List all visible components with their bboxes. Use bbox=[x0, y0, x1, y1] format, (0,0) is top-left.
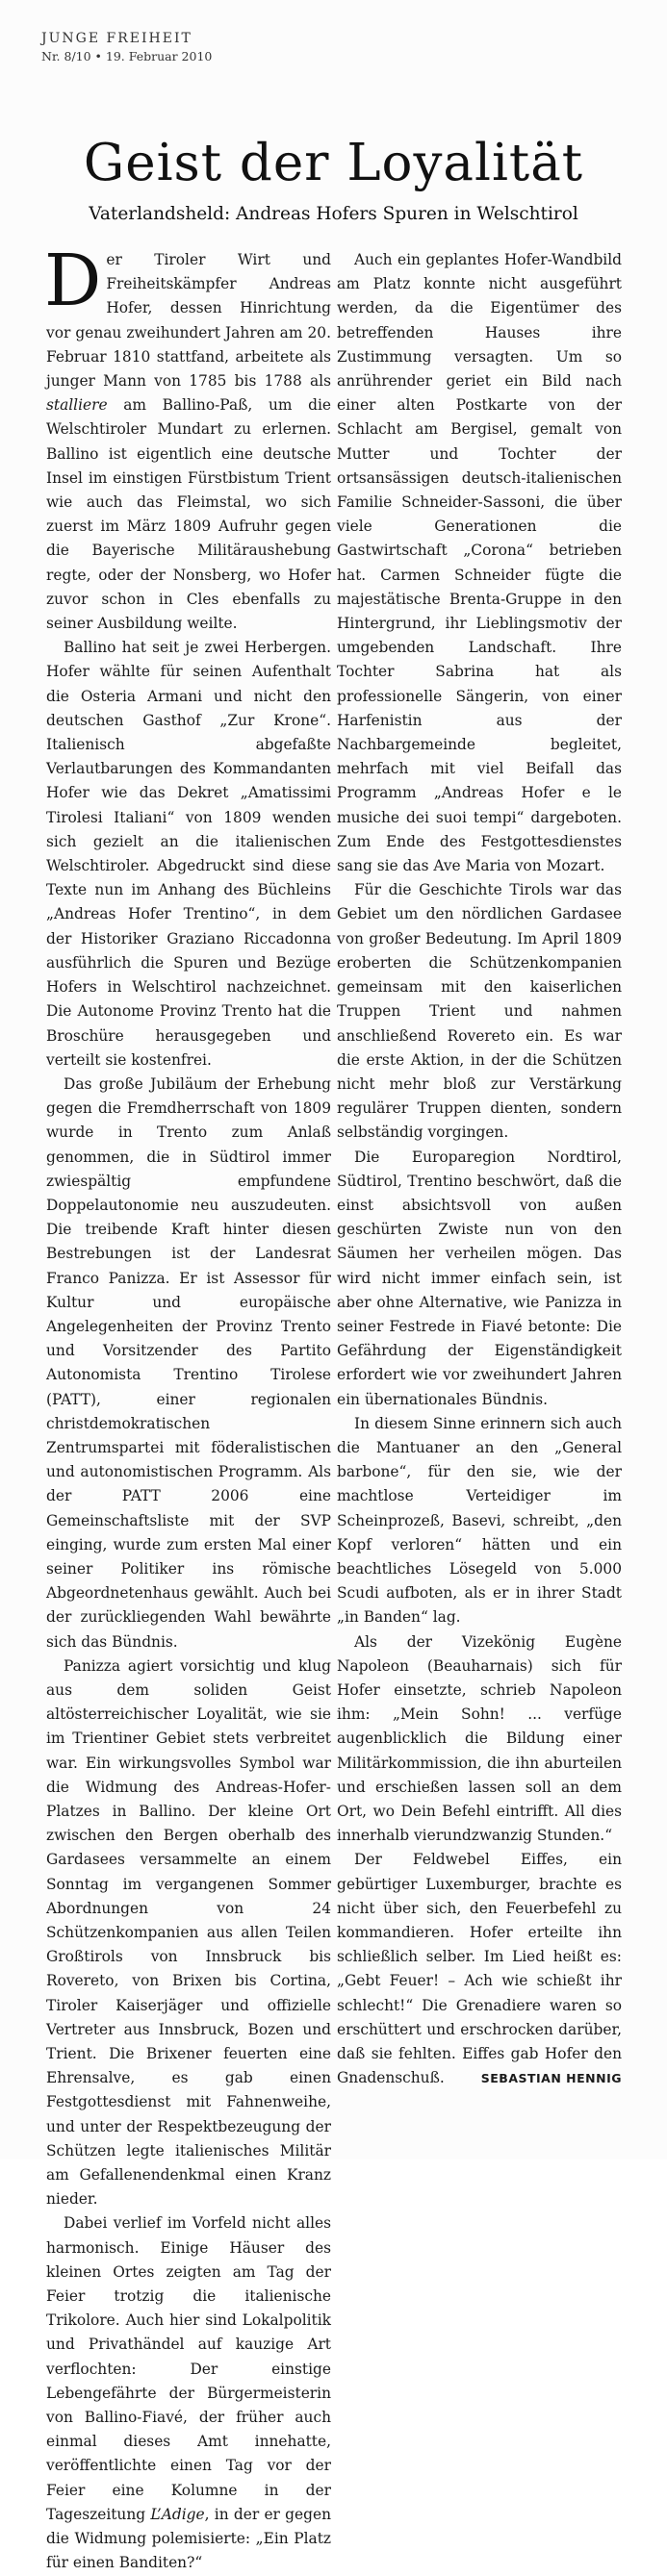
paragraph-1 bbox=[44, 240, 331, 636]
paragraph-6: Auch ein geplantes Hofer-Wandbild am Platz konnte nicht ausgeführt werden, da die Eigentümer des betreffenden Hauses ihre Zustimmung versagten. Um so anrührender geriet ein Bild nach einer alten Postkarte von der Schlacht am Bergisel, gemalt von Mutter und Tochter der ortsansässigen deutsch-italienischen Familie Schneider-Sassoni, die über viele Generationen die Gastwirtschaft „Corona“ betrieben hat. Carmen Schneider fügte die majestätische Brenta-Gruppe in den Hintergrund, ihr Lieblingsmotiv der umgebenden Landschaft. Ihre Tochter Sabrina hat als professionelle Sängerin, von einer Harfenistin aus der Nachbargemeinde begleitet, mehrfach mit viel Beifall das Programm „Andreas Hofer e le musiche dei suoi tempi“ dargeboten. Zum Ende des Festgottesdienstes sang sie das Ave Maria von Mozart. bbox=[337, 251, 622, 875]
drop-cap: D bbox=[44, 240, 102, 322]
issue-line: Nr. 8/10 • 19. Februar 2010 bbox=[41, 49, 213, 63]
paragraph-2: Ballino hat seit je zwei Herbergen. Hofer wählte für seinen Aufenthalt die Osteria Armani und nicht den deutschen Gasthof „Zur Krone“. Italienisch abgefaßte Verlautbarungen des Kommandanten Hofer wie das Dekret „Amatissimi Tirolesi Italiani“ von 1809 wenden sich gezielt an die italienischen Welschtiroler. Abgedruckt sind diese Texte nun im Anhang des Büchleins „Andreas Hofer Trentino“, in dem der Historiker Graziano Riccadonna ausführlich die Spuren und Bezüge Hofers in Welschtirol nachzeichnet. Die Autonome Provinz Trento hat die Broschüre herausgegeben und verteilt sie kostenfrei. bbox=[46, 639, 331, 1069]
article-column-left bbox=[44, 240, 331, 2572]
paragraph-10: Als der Vizekönig Eugène Napoleon (Beauharnais) sich für Hofer einsetzte, schrieb Napoleon ihm: „Mein Sohn! ... verfüge augenblicklich die Bildung einer Militärkommission, die ihn aburteilen und erschießen lassen soll an dem Ort, wo Dein Befehl eintrifft. All dies innerhalb vierundzwanzig Stunden.“ bbox=[337, 1632, 622, 1845]
paragraph-4: Panizza agiert vorsichtig und klug aus dem soliden Geist altösterreichischer Loyalität, wie sie im Trientiner Gebiet stets verbreitet war. Ein wirkungsvolles Symbol war die Widmung des Andreas-Hofer-Platzes in Ballino. Der kleine Ort zwischen den Bergen oberhalb des Gardasees versammelte an einem Sonntag im vergangenen Sommer Abordnungen von 24 Schützenkompanien aus allen Teilen Großtirols von Innsbruck bis Rovereto, von Brixen bis Cortina, Tiroler Kaiserjäger und offizielle Vertreter aus Innsbruck, Bozen und Trient. Die Brixener feuerten eine Ehrensalve, es gab einen Festgottesdienst mit Fahnenweihe, und unter der Respektbezeugung der Schützen legte italienisches Militär am Gefallenendenkmal einen Kranz nieder. bbox=[46, 1656, 331, 2209]
paragraph-1-text-a: er Tiroler Wirt und Freiheitskämpfer Andreas Hofer, dessen Hinrichtung vor genau zweihundert Jahren am 20. Februar 1810 stattfand, arbeitete als junger Mann von 1785 bis 1788 als bbox=[46, 251, 331, 391]
paragraph-8: Die Europaregion Nordtirol, Südtirol, Trentino beschwört, daß die einst absichtsvoll von außen geschürten Zwiste nun von den Säumen her verheilen mögen. Das wird nicht immer einfach sein, ist aber ohne Alternative, wie Panizza in seiner Festrede in Fiavé betonte: Die Gefährdung der Eigenständigkeit erfordert wie vor zweihundert Jahren ein übernationales Bündnis. bbox=[337, 1148, 622, 1408]
masthead bbox=[41, 29, 212, 65]
subheadline: Vaterlandsheld: Andreas Hofers Spuren in Welschtirol bbox=[89, 204, 578, 224]
paragraph-5 bbox=[46, 2211, 331, 2575]
author-byline: SEBASTIAN HENNIG bbox=[480, 2071, 622, 2086]
paragraph-5-end: , in der er gegen die Widmung polemisierte: „Ein Platz für einen Banditen?“ bbox=[46, 2505, 331, 2572]
paragraph-11-text: Der Feldwebel Eiffes, ein gebürtiger Luxemburger, brachte es nicht über sich, den Feuerbefehl zu kommandieren. Hofer erteilte ihn schließlich selber. Im Lied heißt es: „Gebt Feuer! – Ach wie schießt ihr schlecht!“ Die Grenadiere waren so erschüttert und erschrocken darüber, daß sie fehlten. Eiffes gab Hofer den Gnadenschuß. bbox=[337, 1851, 622, 2087]
paragraph-5-italic: L’Adige bbox=[150, 2505, 205, 2523]
paragraph-11 bbox=[337, 1848, 622, 2090]
paragraph-5-text: Dabei verlief im Vorfeld nicht alles harmonisch. Einige Häuser des kleinen Ortes zeigten am Tag der Feier trotzig die italienische Trikolore. Auch hier sind Lokalpolitik und Privathändel auf kauzige Art verflochten: Der einstige Lebengefährte der Bürgermeisterin von Ballino-Fiavé, der früher auch einmal dieses Amt innehatte, veröffentlichte einen Tag vor der Feier eine Kolumne in der Tageszeitung bbox=[46, 2214, 331, 2523]
paragraph-1-text-b: am Ballino-Paß, um die Welschtiroler Mundart zu erlernen. Ballino ist eigentlich eine deutsche Insel im einstigen Fürstbistum Trient wie auch das Fleimstal, wo sich zuerst im März 1809 Aufruhr gegen die Bayerische Militäraushebung regte, oder der Nonsberg, wo Hofer zuvor schon in Cles ebenfalls zu seiner Ausbildung weilte. bbox=[46, 396, 331, 633]
paragraph-7: Für die Geschichte Tirols war das Gebiet um den nördlichen Gardasee von großer Bedeutung. Im April 1809 eroberten die Schützenkompanien gemeinsam mit den kaiserlichen Truppen Trient und nahmen anschließend Rovereto ein. Es war die erste Aktion, in der die Schützen nicht mehr bloß zur Verstärkung regulärer Truppen dienten, sondern selbständig vorgingen. bbox=[337, 881, 622, 1142]
publication-name: JUNGE FREIHEIT bbox=[41, 31, 192, 46]
paragraph-1-italic: stalliere bbox=[46, 396, 108, 415]
paragraph-3: Das große Jubiläum der Erhebung gegen die Fremdherrschaft von 1809 wurde in Trento zum Anlaß genommen, die in Südtirol immer zwiespältig empfundene Doppelautonomie neu auszudeuten. Die treibende Kraft hinter diesen Bestrebungen ist der Landesrat Franco Panizza. Er ist Assessor für Kultur und europäische Angelegenheiten der Provinz Trento und Vorsitzender des Partito Autonomista Trentino Tirolese (PATT), einer regionalen christdemokratischen Zentrumspartei mit föderalistischen und autonomistischen Programm. Als der PATT 2006 eine Gemeinschaftsliste mit der SVP einging, wurde zum ersten Mal einer seiner Politiker ins römische Abgeordnetenhaus gewählt. Auch bei der zurückliegenden Wahl bewährte sich das Bündnis. bbox=[46, 1074, 331, 1651]
headline: Geist der Loyalität bbox=[83, 134, 584, 192]
article-column-right bbox=[337, 248, 622, 2153]
paragraph-9: In diesem Sinne erinnern sich auch die Mantuaner an den „General barbone“, für den sie, wie der machtlose Verteidiger im Scheinprozeß, Basevi, schreibt, „den Kopf verloren“ hätten und ein beachtliches Lösegeld von 5.000 Scudi aufboten, als er in ihrer Stadt „in Banden“ lag. bbox=[337, 1414, 622, 1627]
